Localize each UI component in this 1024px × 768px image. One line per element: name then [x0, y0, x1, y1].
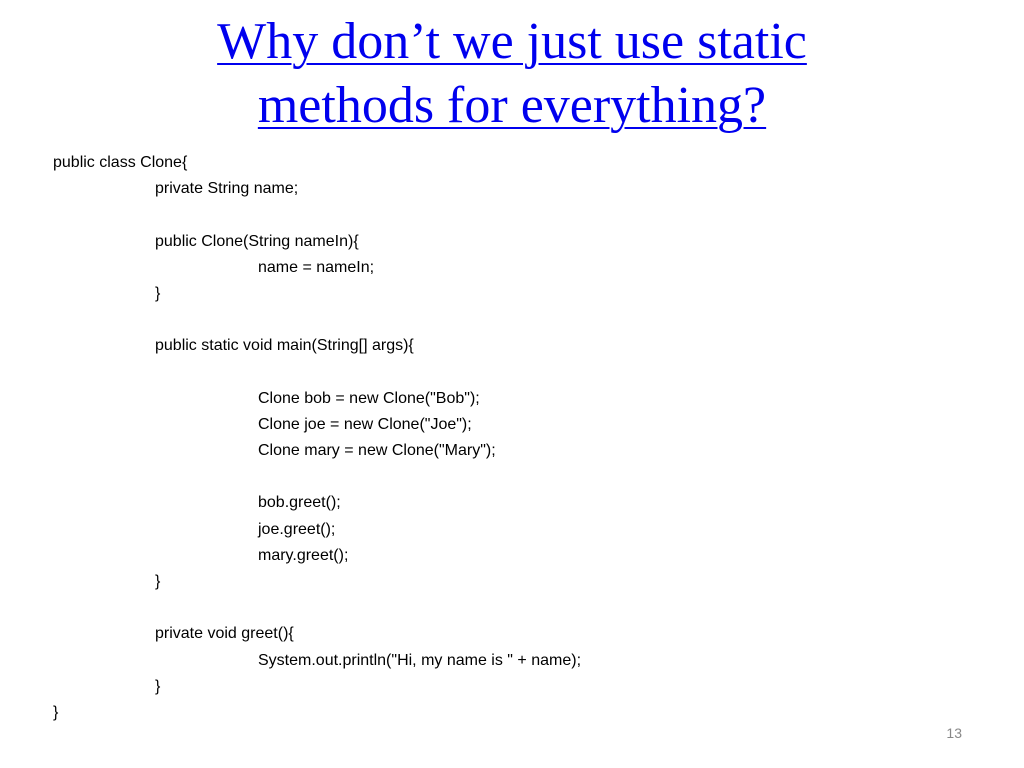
slide-title-line-2: methods for everything? — [257, 77, 767, 134]
code-line: } — [155, 677, 161, 695]
code-line: Clone mary = new Clone("Mary"); — [258, 442, 496, 460]
code-line: private void greet(){ — [155, 625, 294, 643]
code-line — [53, 595, 581, 621]
code-block — [53, 150, 581, 726]
code-line: joe.greet(); — [258, 520, 336, 538]
code-line — [53, 202, 581, 228]
code-line: public Clone(String nameIn){ — [155, 232, 359, 250]
code-line: name = nameIn; — [258, 258, 375, 276]
code-line: public static void main(String[] args){ — [155, 337, 414, 355]
code-line: Clone bob = new Clone("Bob"); — [258, 389, 480, 407]
slide-number: 13 — [946, 725, 962, 741]
code-line: private String name; — [155, 180, 299, 198]
code-line: mary.greet(); — [258, 546, 349, 564]
slide-title — [60, 10, 964, 138]
code-line — [53, 360, 581, 386]
code-line: } — [155, 284, 161, 302]
code-line: System.out.println("Hi, my name is " + name); — [258, 651, 582, 669]
slide-title-line-1: Why don’t we just use static — [217, 13, 807, 70]
code-line: public class Clone{ — [53, 154, 188, 171]
code-line: } — [53, 703, 59, 721]
code-line: } — [155, 573, 161, 590]
slide-title-link[interactable] — [60, 10, 964, 138]
code-line — [53, 307, 581, 333]
code-line: bob.greet(); — [258, 494, 341, 512]
code-line — [53, 464, 581, 490]
code-line: Clone joe = new Clone("Joe"); — [258, 415, 472, 433]
